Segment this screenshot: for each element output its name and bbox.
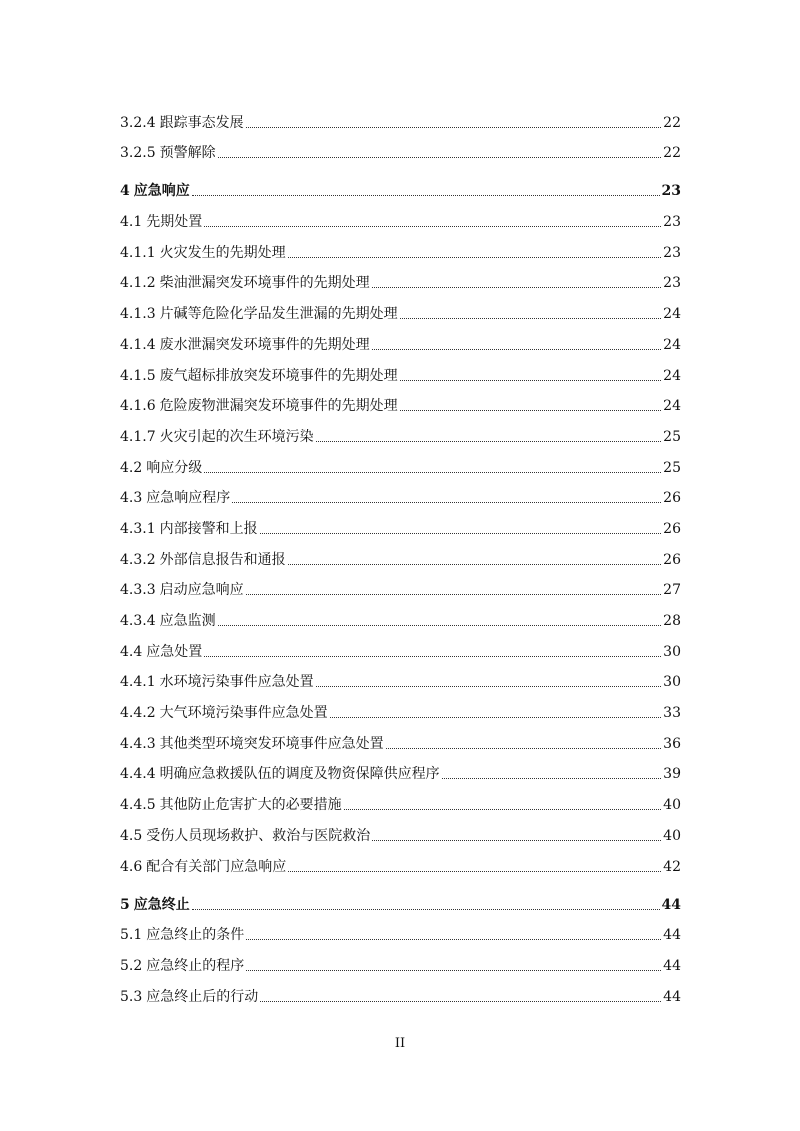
toc-dot-leader [260, 533, 662, 534]
toc-entry[interactable] [120, 568, 681, 599]
toc-entry-page: 27 [663, 582, 681, 599]
toc-entry-number: 4.3.2 [120, 551, 156, 568]
toc-entry[interactable] [120, 353, 681, 384]
toc-entry-title: 危险废物泄漏突发环境事件的先期处理 [159, 398, 398, 415]
toc-dot-leader [386, 748, 662, 749]
toc-entry[interactable] [120, 445, 681, 476]
toc-entry-number: 5.2 [120, 957, 143, 974]
toc-entry[interactable] [120, 782, 681, 813]
toc-entry-title: 片碱等危险化学品发生泄漏的先期处理 [159, 306, 398, 323]
toc-entry-number: 5.3 [120, 988, 143, 1005]
toc-entry-title: 受伤人员现场救护、救治与医院救治 [146, 827, 371, 844]
toc-entry-title: 其他类型环境突发环境事件应急处置 [159, 735, 384, 752]
toc-entry-title: 应急响应程序 [146, 490, 231, 507]
toc-entry-title: 大气环境污染事件应急处置 [159, 705, 328, 722]
toc-dot-leader [316, 686, 662, 687]
toc-dot-leader [246, 970, 661, 971]
toc-dot-leader [246, 939, 661, 940]
toc-dot-leader [442, 778, 662, 779]
toc-entry-page: 26 [663, 520, 681, 537]
toc-entry-number: 4 [120, 183, 130, 200]
toc-entry-title: 跟踪事态发展 [159, 114, 244, 131]
toc-entry[interactable] [120, 199, 681, 230]
toc-dot-leader [288, 564, 662, 565]
toc-entry-title: 应急终止后的行动 [146, 988, 259, 1005]
toc-entry-page: 25 [663, 459, 681, 476]
toc-entry-page: 44 [663, 957, 681, 974]
toc-entry[interactable] [120, 291, 681, 322]
toc-entry-title: 应急处置 [146, 643, 203, 660]
toc-entry-page: 40 [663, 797, 681, 814]
toc-entry-number: 4.2 [120, 459, 143, 476]
toc-dot-leader [372, 349, 662, 350]
toc-dot-leader [400, 410, 662, 411]
toc-dot-leader [372, 840, 661, 841]
toc-entry-number: 4.4.4 [120, 766, 156, 783]
toc-entry-number: 4.4 [120, 643, 143, 660]
toc-entry-title: 明确应急救援队伍的调度及物资保障供应程序 [159, 766, 440, 783]
toc-dot-leader [204, 472, 661, 473]
toc-entry-number: 4.3 [120, 490, 143, 507]
toc-entry-title: 启动应急响应 [159, 582, 244, 599]
toc-dot-leader [232, 502, 661, 503]
toc-entry[interactable] [120, 844, 681, 875]
page-number: II [394, 1036, 406, 1051]
toc-entry[interactable] [120, 913, 681, 944]
toc-entry-page: 44 [663, 927, 681, 944]
toc-entry-number: 4.3.4 [120, 613, 156, 629]
toc-entry-title: 废水泄漏突发环境事件的先期处理 [159, 336, 370, 353]
toc-entry-page: 44 [661, 896, 681, 913]
toc-entry[interactable] [120, 230, 681, 261]
toc-dot-leader [316, 441, 662, 442]
toc-entry-title: 废气超标排放突发环境事件的先期处理 [159, 367, 398, 384]
toc-entry-page: 23 [663, 275, 681, 292]
toc-entry[interactable] [120, 690, 681, 721]
toc-entry-number: 4.1.3 [120, 306, 156, 323]
toc-entry-page: 26 [663, 490, 681, 507]
toc-dot-leader [192, 195, 660, 196]
toc-entry[interactable] [120, 131, 681, 162]
toc-entry-page: 30 [663, 674, 681, 691]
toc-entry[interactable] [120, 813, 681, 844]
toc-entry[interactable] [120, 598, 681, 629]
toc-dot-leader [400, 318, 662, 319]
toc-entry-page: 22 [663, 145, 681, 162]
toc-entry-title: 应急监测 [159, 613, 216, 629]
toc-entry-number: 4.1.7 [120, 428, 156, 445]
toc-entry-page: 28 [663, 613, 681, 629]
toc-dot-leader [246, 127, 662, 128]
toc-entry-page: 23 [663, 214, 681, 231]
toc-entry-title: 应急终止 [133, 896, 190, 913]
toc-entry-page: 24 [663, 367, 681, 384]
toc-entry[interactable] [120, 476, 681, 507]
toc-entry[interactable] [120, 875, 681, 913]
toc-dot-leader [204, 656, 661, 657]
toc-entry-title: 火灾引起的次生环境污染 [159, 428, 314, 445]
toc-entry-page: 40 [663, 827, 681, 844]
toc-entry-page: 26 [663, 551, 681, 568]
toc-entry-title: 应急终止的程序 [146, 957, 245, 974]
toc-entry[interactable] [120, 414, 681, 445]
toc-dot-leader [246, 594, 662, 595]
toc-entry-number: 4.4.1 [120, 674, 156, 691]
toc-entry-page: 24 [663, 398, 681, 415]
toc-dot-leader [330, 717, 662, 718]
toc-entry-page: 25 [663, 428, 681, 445]
toc-entry[interactable] [120, 261, 681, 292]
toc-dot-leader [192, 909, 660, 910]
toc-entry-number: 4.1.5 [120, 367, 156, 384]
toc-entry[interactable] [120, 384, 681, 415]
toc-entry[interactable] [120, 660, 681, 691]
toc-dot-leader [288, 257, 662, 258]
toc-entry-title: 配合有关部门应急响应 [146, 858, 287, 875]
toc-dot-leader [344, 809, 662, 810]
toc-entry-number: 4.3.1 [120, 520, 156, 537]
toc-entry[interactable] [120, 506, 681, 537]
toc-dot-leader [204, 226, 661, 227]
toc-entry-title: 应急响应 [133, 183, 190, 200]
toc-entry-number: 4.1.4 [120, 336, 156, 353]
toc-entry-number: 4.4.5 [120, 797, 156, 814]
toc-dot-leader [218, 625, 662, 626]
toc-entry-page: 23 [661, 183, 681, 200]
toc-entry[interactable] [120, 629, 681, 660]
toc-entry-page: 24 [663, 306, 681, 323]
toc-entry[interactable] [120, 721, 681, 752]
toc-entry-page: 33 [663, 705, 681, 722]
toc-entry[interactable] [120, 974, 681, 1005]
toc-entry-number: 4.4.3 [120, 735, 156, 752]
toc-entry-number: 4.5 [120, 827, 143, 844]
toc-entry-title: 水环境污染事件应急处置 [159, 674, 314, 691]
toc-entry-number: 4.3.3 [120, 582, 156, 599]
toc-entry-number: 5.1 [120, 927, 143, 944]
toc-entry-number: 4.1.6 [120, 398, 156, 415]
toc-entry[interactable] [120, 943, 681, 974]
toc-entry-title: 响应分级 [146, 459, 203, 476]
toc-entry-page: 42 [663, 858, 681, 875]
toc-entry[interactable] [120, 537, 681, 568]
toc-entry-number: 4.1 [120, 214, 143, 231]
toc-entry[interactable] [120, 161, 681, 199]
toc-dot-leader [372, 287, 662, 288]
toc-entry[interactable] [120, 752, 681, 783]
toc-entry-title: 先期处置 [146, 214, 203, 231]
toc-entry-title: 预警解除 [159, 145, 216, 162]
toc-entry-title: 柴油泄漏突发环境事件的先期处理 [159, 275, 370, 292]
toc-entry-number: 3.2.5 [120, 145, 156, 162]
toc-entry-number: 4.4.2 [120, 705, 156, 722]
toc-entry-number: 4.6 [120, 858, 143, 875]
toc-entry-page: 22 [663, 114, 681, 131]
toc-entry-number: 3.2.4 [120, 114, 156, 131]
toc-entry-title: 应急终止的条件 [146, 927, 245, 944]
toc-entry-number: 4.1.1 [120, 244, 156, 261]
toc-entry-number: 4.1.2 [120, 275, 156, 292]
toc-dot-leader [400, 380, 662, 381]
toc-entry-page: 36 [663, 735, 681, 752]
toc-entry[interactable] [120, 322, 681, 353]
toc-dot-leader [260, 1001, 661, 1002]
toc-dot-leader [218, 157, 662, 158]
toc-entry-title: 内部接警和上报 [159, 520, 258, 537]
toc-entry-page: 39 [663, 766, 681, 783]
table-of-contents [120, 100, 681, 1005]
toc-entry-page: 44 [663, 988, 681, 1005]
toc-entry-number: 5 [120, 896, 130, 913]
toc-dot-leader [288, 871, 661, 872]
toc-entry-title: 其他防止危害扩大的必要措施 [159, 797, 342, 814]
toc-entry-page: 30 [663, 643, 681, 660]
toc-entry-page: 23 [663, 244, 681, 261]
toc-entry-title: 外部信息报告和通报 [159, 551, 286, 568]
toc-entry[interactable] [120, 100, 681, 131]
toc-entry-title: 火灾发生的先期处理 [159, 244, 286, 261]
toc-entry-page: 24 [663, 336, 681, 353]
